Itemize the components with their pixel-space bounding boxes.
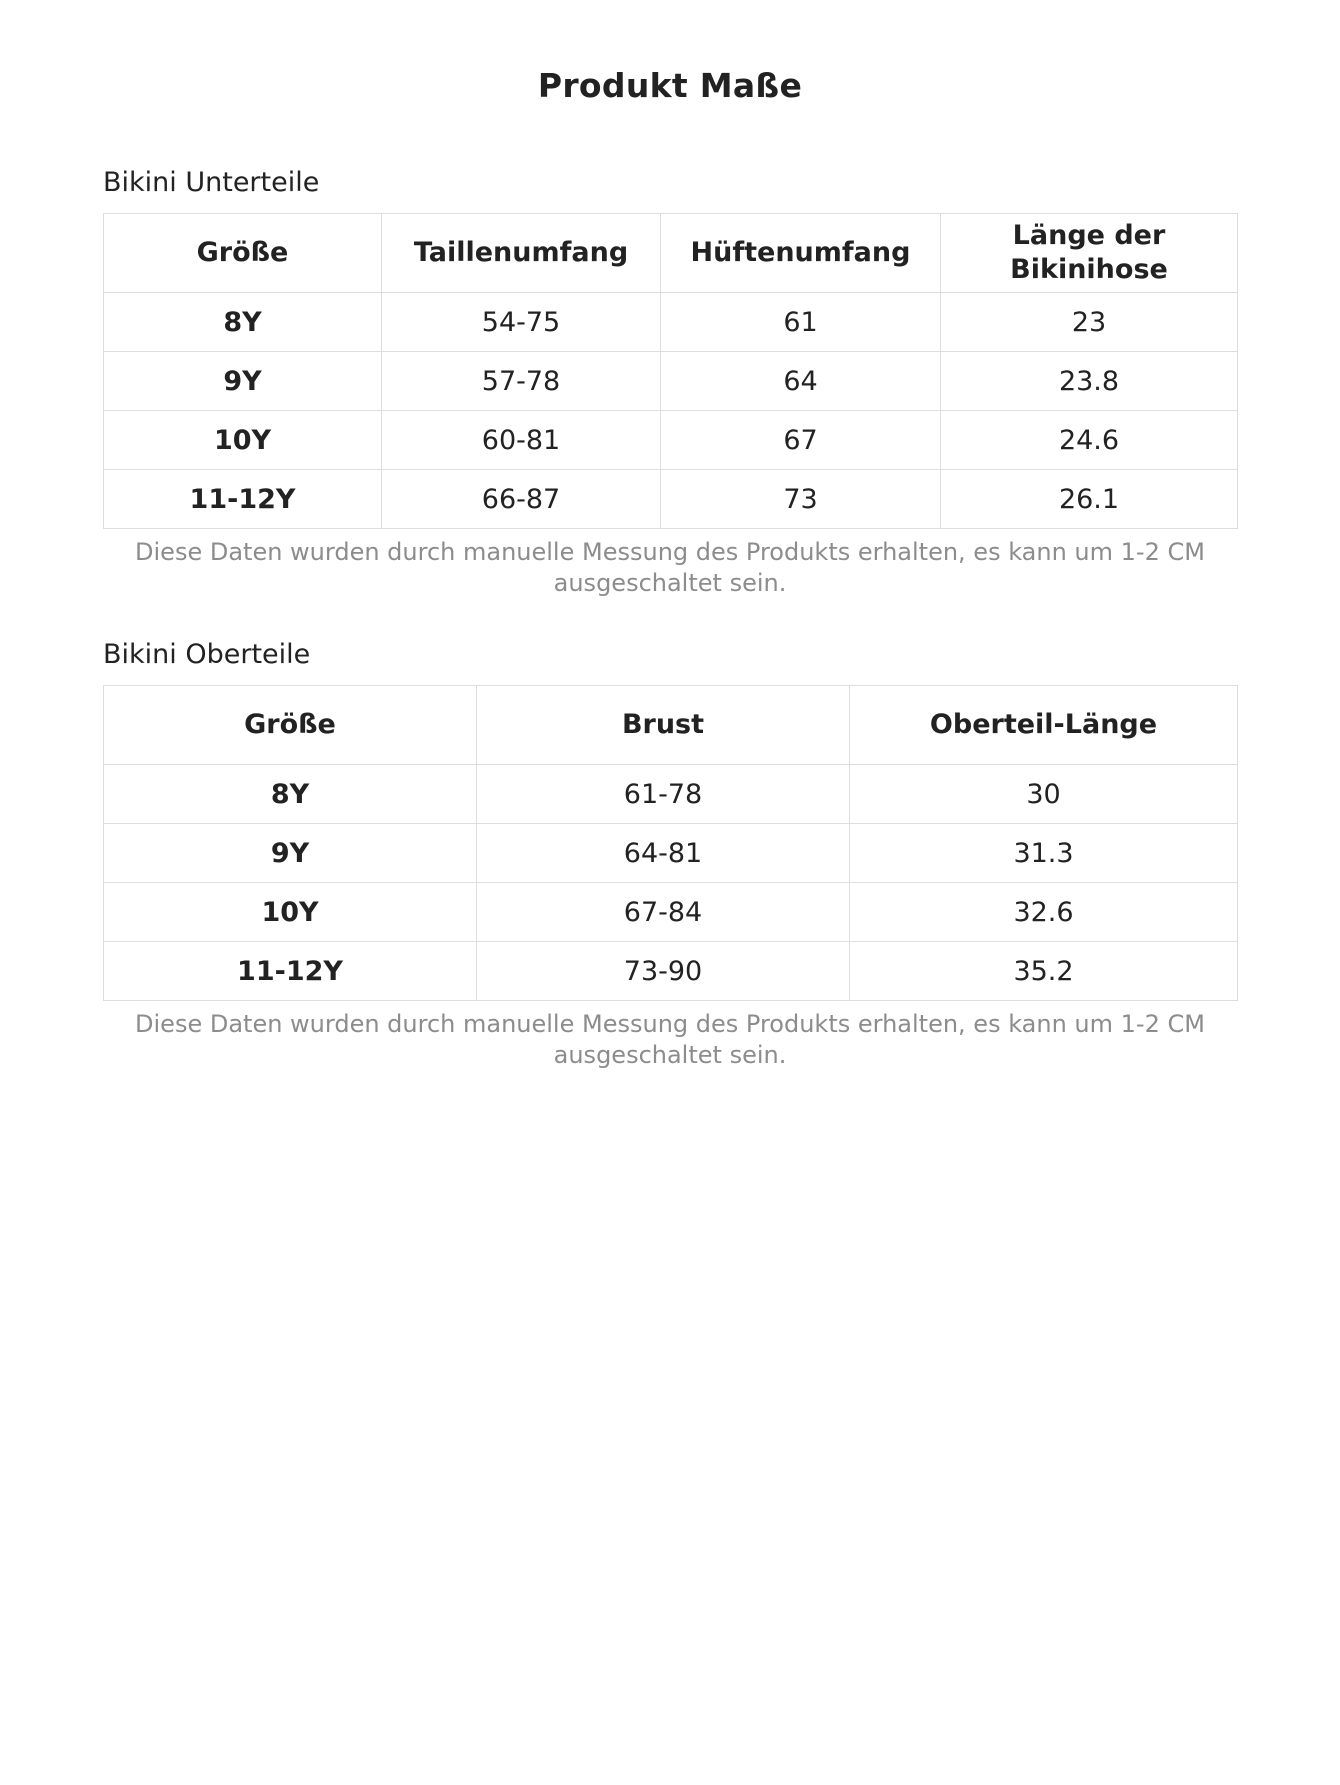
table-row (104, 352, 1238, 411)
table-header-row (104, 214, 1238, 293)
column-header-bottom-length: Länge der Bikinihose (941, 214, 1238, 293)
tops-size-table (103, 685, 1238, 1001)
hip-cell: 67 (661, 411, 941, 470)
waist-cell: 66-87 (382, 470, 661, 529)
table-row (104, 411, 1238, 470)
table-header-row (104, 686, 1238, 765)
table-row (104, 824, 1238, 883)
table-row (104, 470, 1238, 529)
hip-cell: 73 (661, 470, 941, 529)
section-label-tops: Bikini Oberteile (103, 639, 311, 670)
column-header-size: Größe (104, 686, 477, 765)
length-cell: 24.6 (941, 411, 1238, 470)
length-cell: 26.1 (941, 470, 1238, 529)
waist-cell: 57-78 (382, 352, 661, 411)
size-cell: 10Y (104, 411, 382, 470)
length-cell: 23.8 (941, 352, 1238, 411)
size-cell: 11-12Y (104, 942, 477, 1001)
table-row (104, 293, 1238, 352)
size-cell: 9Y (104, 352, 382, 411)
column-header-size: Größe (104, 214, 382, 293)
length-cell: 23 (941, 293, 1238, 352)
size-cell: 8Y (104, 293, 382, 352)
length-cell: 32.6 (850, 883, 1238, 942)
chest-cell: 67-84 (477, 883, 850, 942)
length-cell: 31.3 (850, 824, 1238, 883)
hip-cell: 61 (661, 293, 941, 352)
length-cell: 35.2 (850, 942, 1238, 1001)
chest-cell: 64-81 (477, 824, 850, 883)
waist-cell: 54-75 (382, 293, 661, 352)
column-header-chest: Brust (477, 686, 850, 765)
table-row (104, 883, 1238, 942)
column-header-waist: Taillenumfang (382, 214, 661, 293)
bottoms-size-table (103, 213, 1238, 529)
chest-cell: 73-90 (477, 942, 850, 1001)
page-title: Produkt Maße (537, 66, 803, 105)
size-cell: 11-12Y (104, 470, 382, 529)
table-row (104, 765, 1238, 824)
length-cell: 30 (850, 765, 1238, 824)
column-header-top-length: Oberteil-Länge (850, 686, 1238, 765)
measurement-note: Diese Daten wurden durch manuelle Messung des Produkts erhalten, es kann um 1-2 CM ausgeschaltet sein. (135, 538, 1205, 597)
measurement-note: Diese Daten wurden durch manuelle Messung des Produkts erhalten, es kann um 1-2 CM ausgeschaltet sein. (135, 1010, 1205, 1069)
section-label-bottoms: Bikini Unterteile (103, 167, 320, 198)
size-cell: 10Y (104, 883, 477, 942)
chest-cell: 61-78 (477, 765, 850, 824)
table-row (104, 942, 1238, 1001)
hip-cell: 64 (661, 352, 941, 411)
column-header-hip: Hüftenumfang (661, 214, 941, 293)
size-cell: 8Y (104, 765, 477, 824)
waist-cell: 60-81 (382, 411, 661, 470)
size-cell: 9Y (104, 824, 477, 883)
